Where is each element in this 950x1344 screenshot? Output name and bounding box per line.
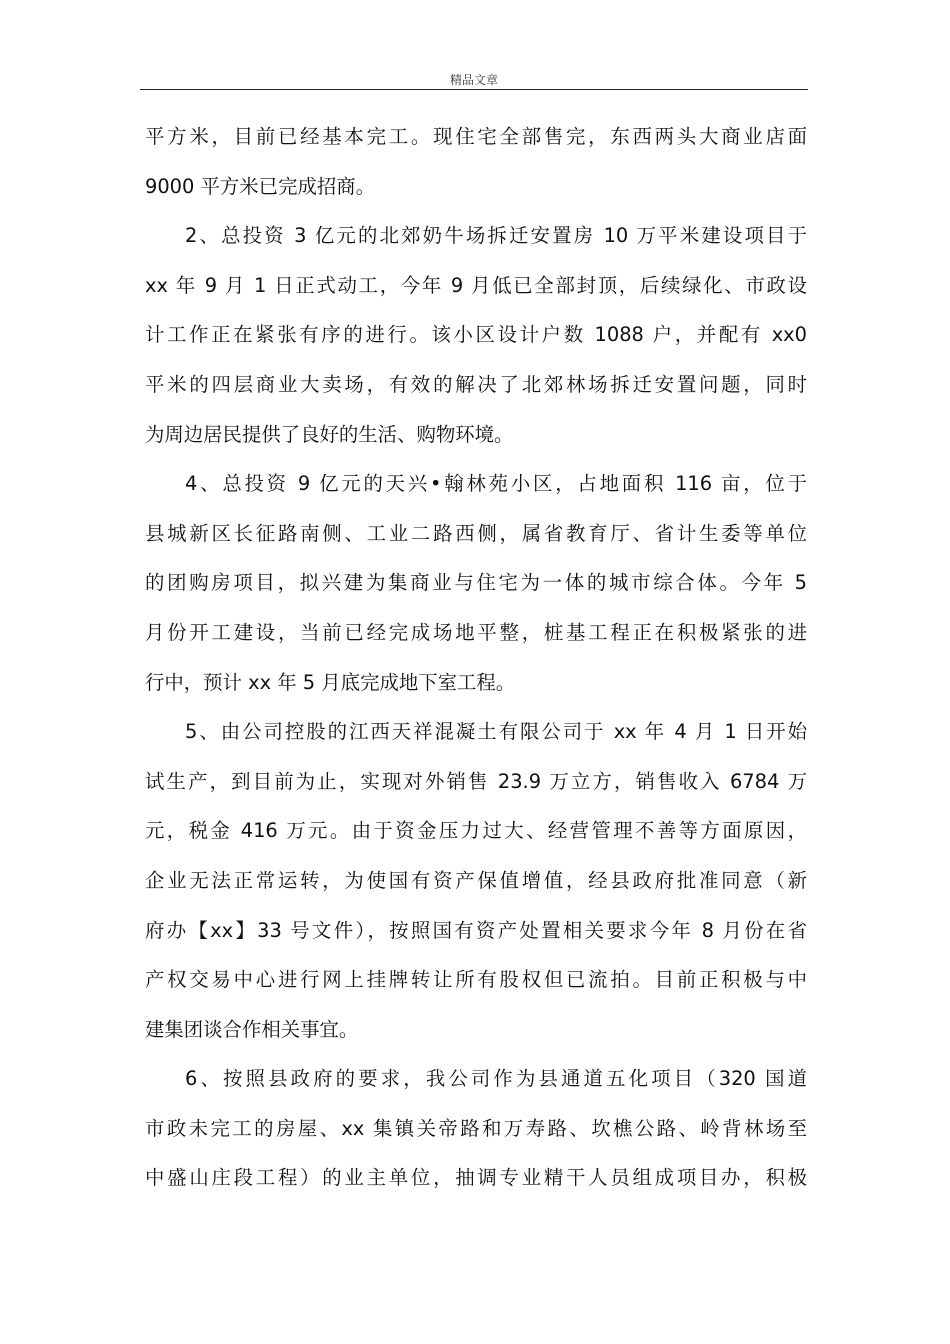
text-line: 平米的四层商业大卖场，有效的解决了北郊林场拆迁安置问题，同时 bbox=[145, 372, 807, 396]
header-rule bbox=[140, 89, 808, 90]
text-line: 6、按照县政府的要求，我公司作为县通道五化项目（320 国道 bbox=[185, 1067, 807, 1091]
text-line: 建集团谈合作相关事宜。 bbox=[145, 1017, 359, 1041]
paragraph-5 bbox=[145, 1054, 807, 1203]
text-line: 2、总投资 3 亿元的北郊奶牛场拆迁安置房 10 万平米建设项目于 bbox=[185, 224, 807, 248]
paragraph-2 bbox=[145, 211, 807, 459]
text-line: 行中，预计 xx 年 5 月底完成地下室工程。 bbox=[145, 670, 516, 694]
text-line: 计工作正在紧张有序的进行。该小区设计户数 1088 户，并配有 xx0 bbox=[145, 323, 807, 347]
text-line: 平方米，目前已经基本完工。现住宅全部售完，东西两头大商业店面 bbox=[145, 125, 807, 148]
text-line: 府办【xx】33 号文件），按照国有资产处置相关要求今年 8 月份在省 bbox=[145, 918, 807, 942]
text-line: 县城新区长征路南侧、工业二路西侧，属省教育厅、省计生委等单位 bbox=[145, 521, 807, 545]
text-line: 市政未完工的房屋、xx 集镇关帝路和万寿路、坎樵公路、岭背林场至 bbox=[145, 1116, 807, 1140]
page-header: 精品文章 bbox=[449, 73, 498, 87]
paragraph-4 bbox=[145, 707, 807, 1054]
document-body bbox=[145, 112, 807, 1203]
text-line: 4、总投资 9 亿元的天兴•翰林苑小区，占地面积 116 亩，位于 bbox=[185, 472, 807, 496]
paragraph-1 bbox=[145, 112, 807, 211]
text-line: 中盛山庄段工程）的业主单位，抽调专业精干人员组成项目办，积极 bbox=[145, 1166, 807, 1190]
text-line: xx 年 9 月 1 日正式动工，今年 9 月低已全部封顶，后续绿化、市政设 bbox=[145, 273, 807, 297]
text-line: 9000 平方米已完成招商。 bbox=[145, 174, 376, 198]
text-line: 的团购房项目，拟兴建为集商业与住宅为一体的城市综合体。今年 5 bbox=[145, 571, 807, 595]
text-line: 企业无法正常运转，为使国有资产保值增值，经县政府批准同意（新 bbox=[145, 868, 807, 892]
paragraph-3 bbox=[145, 459, 807, 707]
text-line: 元，税金 416 万元。由于资金压力过大、经营管理不善等方面原因， bbox=[145, 819, 807, 843]
text-line: 月份开工建设，当前已经完成场地平整，桩基工程正在积极紧张的进 bbox=[145, 620, 807, 644]
text-line: 为周边居民提供了良好的生活、购物环境。 bbox=[145, 422, 514, 446]
text-line: 5、由公司控股的江西天祥混凝土有限公司于 xx 年 4 月 1 日开始 bbox=[185, 720, 807, 744]
text-line: 试生产，到目前为止，实现对外销售 23.9 万立方，销售收入 6784 万 bbox=[145, 769, 807, 793]
text-line: 产权交易中心进行网上挂牌转让所有股权但已流拍。目前正积极与中 bbox=[145, 968, 807, 992]
